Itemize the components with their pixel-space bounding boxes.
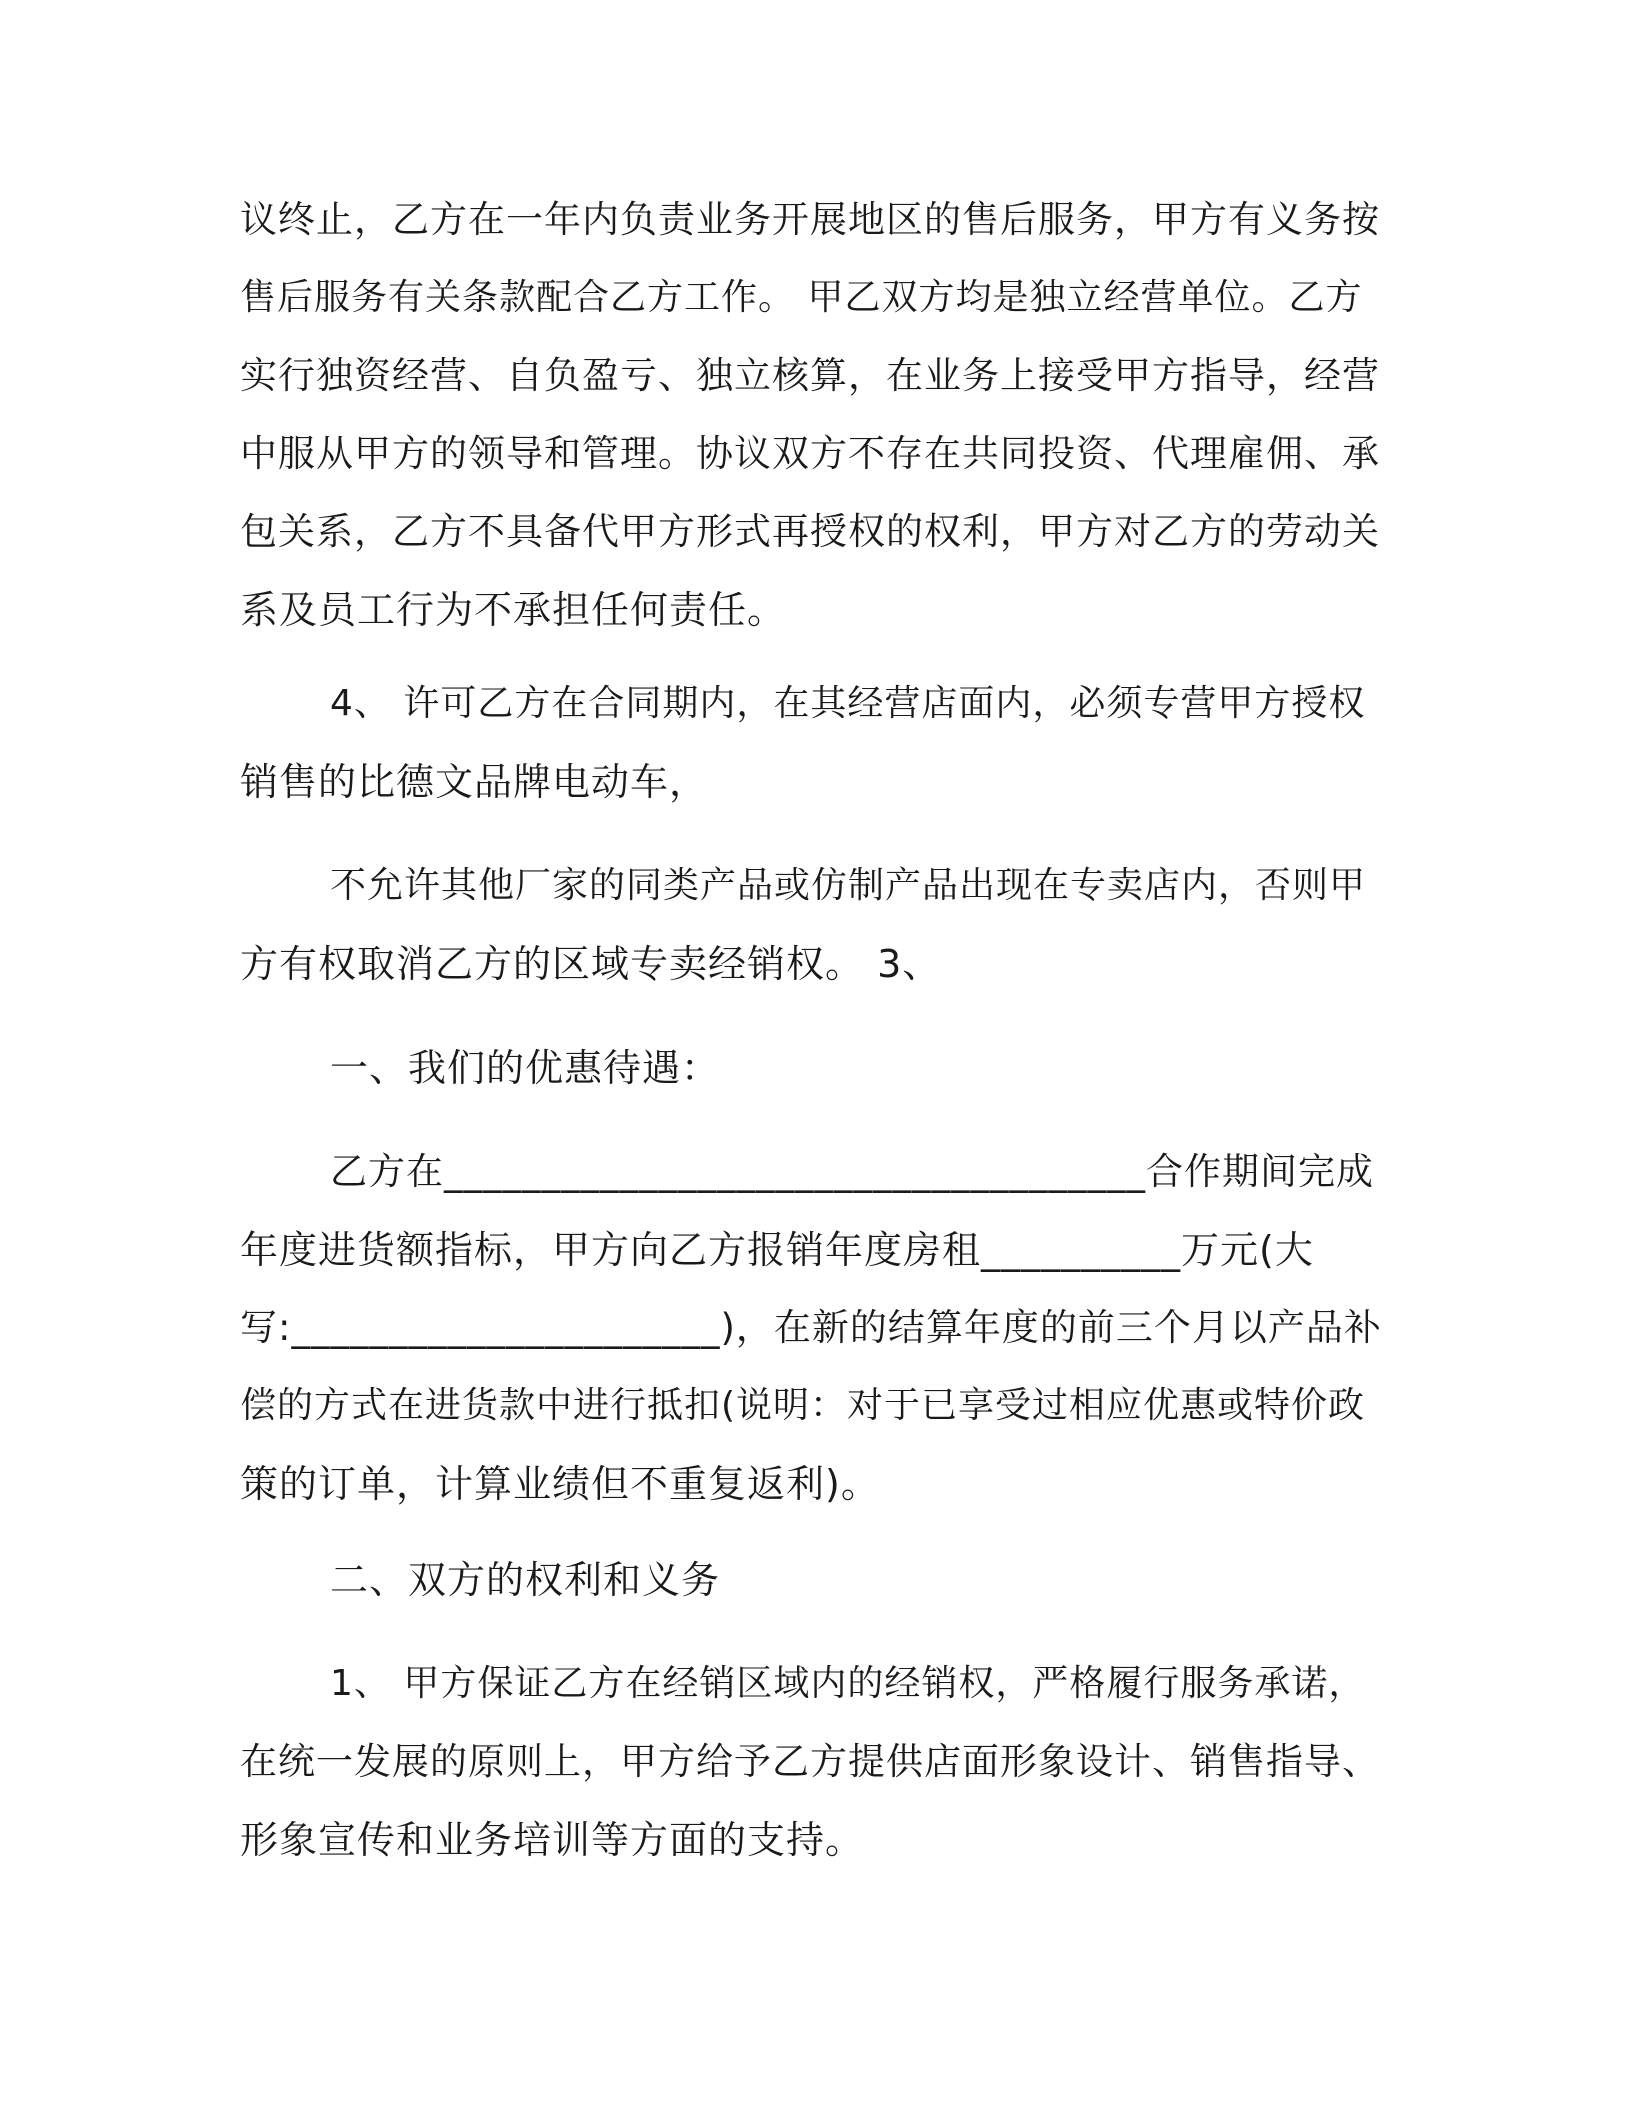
paragraph-2-line-1: 4、 许可乙方在合同期内，在其经营店面内，必须专营甲方授权 [330, 683, 1366, 724]
section-heading-rights: 二、双方的权利和义务 [330, 1558, 721, 1602]
paragraph-1-line-1: 议终止，乙方在一年内负责业务开展地区的售后服务，甲方有义务按 [240, 198, 1380, 241]
paragraph-7-line-3: 形象宣传和业务培训等方面的支持。 [240, 1818, 865, 1862]
paragraph-3-line-2: 方有权取消乙方的区域专卖经销权。 3、 [240, 942, 942, 986]
paragraph-1-line-3: 实行独资经营、自负盈亏、独立核算，在业务上接受甲方指导，经营 [240, 354, 1380, 397]
paragraph-2-line-2: 销售的比德文品牌电动车， [240, 760, 709, 804]
paragraph-5-line-4: 偿的方式在进货款中进行抵扣(说明：对于已享受过相应优惠或特价政 [240, 1385, 1366, 1426]
paragraph-1-line-5: 包关系，乙方不具备代甲方形式再授权的权利，甲方对乙方的劳动关 [240, 510, 1380, 553]
paragraph-1-line-4: 中服从甲方的领导和管理。协议双方不存在共同投资、代理雇佣、承 [240, 432, 1380, 475]
paragraph-7-line-1: 1、 甲方保证乙方在经销区域内的经销权，严格履行服务承诺， [330, 1663, 1366, 1704]
paragraph-5-line-1: 乙方在____________________________________合作期间完成 [330, 1150, 1374, 1193]
paragraph-5-line-3: 写:______________________)，在新的结算年度的前三个月以产品补 [240, 1306, 1382, 1349]
section-heading-benefits: 一、我们的优惠待遇： [330, 1046, 721, 1090]
paragraph-3-line-1: 不允许其他厂家的同类产品或仿制产品出现在专卖店内，否则甲 [330, 865, 1367, 906]
paragraph-1-line-6: 系及员工行为不承担任何责任。 [240, 588, 787, 632]
paragraph-5-line-5: 策的订单，计算业绩但不重复返利)。 [240, 1462, 880, 1506]
paragraph-7-line-2: 在统一发展的原则上，甲方给予乙方提供店面形象设计、销售指导、 [240, 1740, 1380, 1783]
paragraph-1-line-2: 售后服务有关条款配合乙方工作。 甲乙双方均是独立经营单位。乙方 [240, 277, 1363, 318]
paragraph-5-line-2: 年度进货额指标，甲方向乙方报销年度房租__________万元(大 [240, 1228, 1314, 1272]
